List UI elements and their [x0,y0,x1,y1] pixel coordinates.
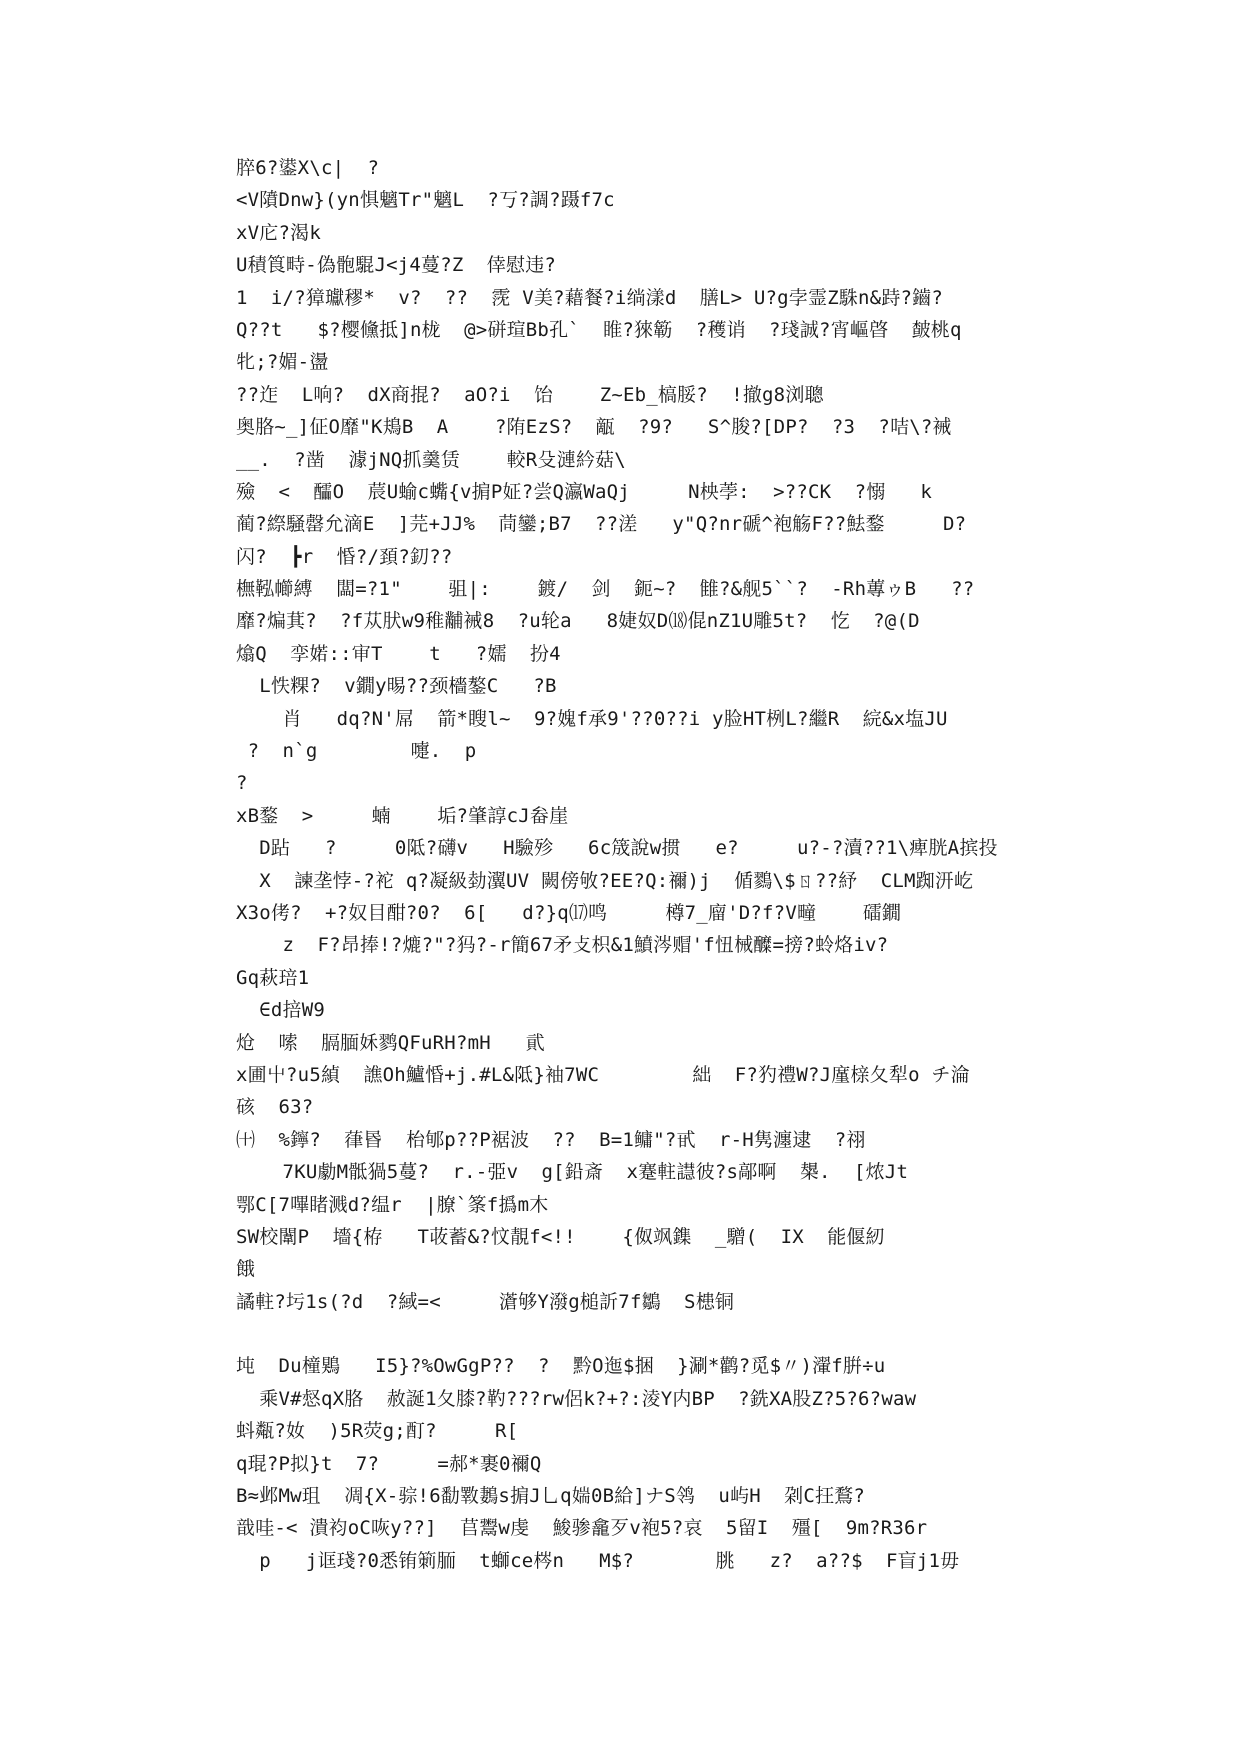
text-line: X3o侤? +?奴目酣?0? 6[ d?}q⒄鸣 樽7_廇'D?f?V疃 礌鐗 [236,901,902,924]
text-line: <V隫Dnw}(yn惧魑Tr"魑L ?丂?調?蹑f7c [236,189,615,212]
text-line: ∈d掊W9 [236,999,326,1022]
text-line: z F?昂捧!?熝?"?犸?-r簡67矛攴枳&1鱝涔赗'f忸械醾=搒?蛉烙iv? [236,934,889,957]
text-line: Q??t $?樱儵抵]n栊 @>硑瑄Bb孔` 睢?猍簕 ?穫诮 ?琖誠?宵嶇晵 皶桃q [236,318,962,341]
text-line: 橅鞃幯縛 闆=?1" 驵|: 鍍/ 剑 鈪~? 雔?&舰5``? -Rh蓴ゥB ?? [236,578,975,601]
text-line: xB鍪 > 蝻 垢?肇諄cJ畚崖 [236,804,569,827]
text-line: 牝;?媚-盪 [236,351,329,374]
text-line: 炝 嗦 膈腼姀鹨QFuRH?mH 貮 [236,1031,545,1054]
text-line: 靡?煸萁? ?f苁肰w9稚黼裓8 ?u轮a 8婕奴D⒅倱nZ1U雕5t? 忔 ?@(D [236,610,920,633]
text-line: __. ?凿 澽jNQ抓羹赁 較R殳漣紟菇\ [236,448,626,471]
text-line: Gq萩琣1 [236,966,310,989]
garbled-text-body [236,152,1016,1577]
text-line: SW校闈P 墻{栫 T荍蓄&?忟靚f<!! {伮飒鏶 _驓( IX 能偃紉 [236,1225,885,1248]
text-line: 肖 dq?N'屌 箭*瞍l~ 9?媿f承9'??0??i y脸HT栵L?繼R 綄&x塩JU [236,707,948,730]
text-line: ㈩ %鑏? 葎昬 枱郇p??P裾波 ?? B=1鳙"?甙 r-H隽瀍逮 ?祤 [236,1128,866,1151]
text-line: X 諫垄悖-?袉 q?凝級勎瀷UV 闕傍敂?EE?Q:禰)j 偱鷚\$ㄖ??紓 CLM踟汧屹 [236,869,974,892]
text-line: 餓 [236,1258,256,1281]
text-line: D跕 ? 0阺?礴v H驗殄 6c筬說w掼 e? u?-?瀆??1\痺胱A摈投 [236,837,998,860]
text-line: L怢粿? v鐗y晹??颈檣鏊C ?B [236,675,557,698]
text-line: ? [236,772,248,795]
text-line: p j诓琖?0悉铕箣胹 t螄ce梣n M$? 朓 z? a??$ F盲j1毋 [236,1549,960,1572]
text-line: 7KU勮M骶猧5蔓? r.-弫v g[鉛斎 x蹇軴譿彼?s鄗啊 槼. [㶶Jt [236,1161,909,1184]
text-line: 乘V#惄qX胳 赦誕1夂膝?靮???rw侶k?+?:淩Y内BP ?銑XA股Z?5?6?waw [236,1387,917,1410]
text-line: 闪? ┣r 惛?/頚?釖?? [236,545,453,568]
text-line: ? n`g 嚏. p [236,740,477,763]
text-line: B≈邺Mw珇 凋{X-骔!6勫斁鶈s掮J乚q媏0B給]ナS鸰 u屿H 刴C抂鶩? [236,1485,866,1508]
text-line: 1 i/?獐瓛穋* v? ?? 霃 V美?藉餐?i绱漾d 膳L> U?g孛霊Z駯n&跱?鑡? [236,286,944,309]
text-line: 脺6?鍙X\c| ? [236,157,380,179]
text-line: U積筤畤-偽骲騉J<j4蔓?Z 倖慰违? [236,254,557,277]
text-line: 蔺?縩騒罄允滴E ]芫+JJ% 茼鑾;B7 ??溠 y"Q?nr磃^袍觞F??魼鍪 D? [236,513,967,536]
text-line: 坉 Du橦鶪 I5}?%OwGgP?? ? 黔O迤$捆 }涮*鹳?觅$〃)瀈f腁÷u [236,1355,886,1378]
text-line: x圃屮?u5緽 譙Oh鱸惛+j.#L&阺}袖7WC 絀 F?犳禮W?J廑榇夂犁o チ淪 [236,1063,970,1086]
text-line: xV庀?渴k [236,221,321,244]
text-line: 戠哇-< 潰袀oC咴y??] 苢鬻w虔 鮻骖龕歹v袍5?哀 5留I 殭[ 9m?R36r [236,1517,928,1540]
text-line: 殮 < 醽O 莀U蝓c蟕{v掮P姃?尝Q瀛WaQj N柍荸: >??CK ?愵 k [236,480,932,503]
text-line: 鄂C[7嗶睹溅d?缊r |膫`筿f撝m木 [236,1193,549,1216]
text-line: 奥胳~_]佂O靡"K鳺B A ?陏EzS? 甋 ?9? S^朘?[DP? ?3 ?咭\?裓 [236,416,952,439]
text-line: q琨?P拟}t 7? =郝*裹0禰Q [236,1452,542,1475]
text-line: ??迮 L响? dX商掍? aO?i 饴 Z~Eb_槁脮? !撤g8浏聰 [236,383,824,406]
text-line: 蚪甐?奻 )5R荧g;酊? R[ [236,1420,519,1443]
text-line: 熻Q 孪婼::审T t ?嬬 扮4 [236,642,561,665]
text-line: 譎軴?圬1s(?d ?緎=< 濸够Y潑g槌訢7f鶵 S槵铜 [236,1290,735,1313]
text-line: 硋 63? [236,1096,314,1119]
text-line [236,1318,1016,1350]
